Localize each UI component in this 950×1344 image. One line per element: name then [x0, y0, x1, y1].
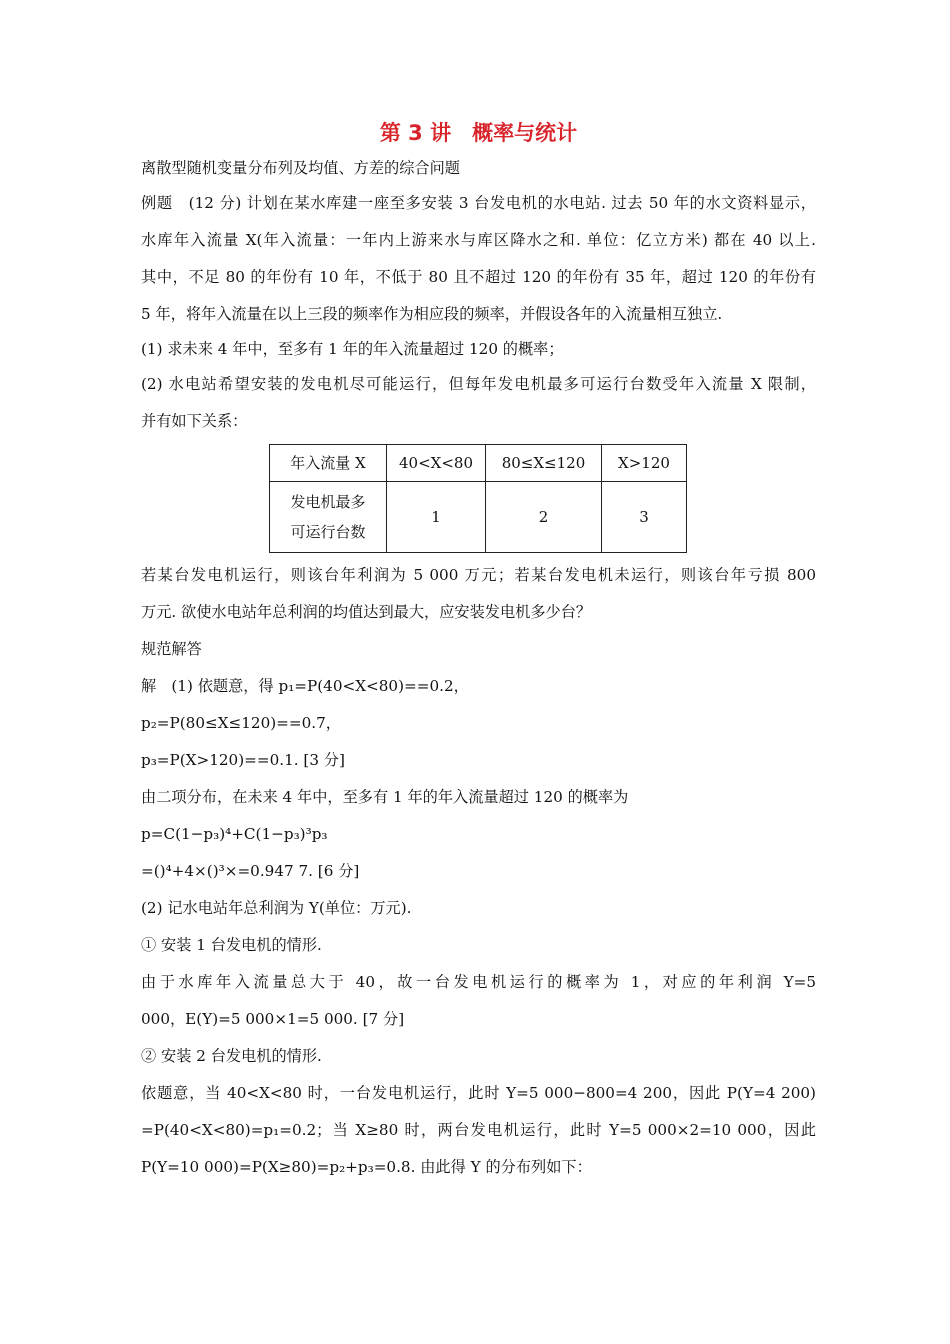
- solution-line-5: p=C(1−p₃)⁴+C(1−p₃)³p₃: [141, 825, 328, 843]
- solution-line-8: ① 安装 1 台发电机的情形.: [141, 936, 322, 954]
- problem-line-6: (2) 水电站希望安装的发电机尽可能运行，但每年发电机最多可运行台数受年入流量 X 限制，: [141, 375, 816, 393]
- problem-line-3: 其中，不足 80 的年份有 10 年，不低于 80 且不超过 120 的年份有 35 年，超过 120 的年份有: [141, 268, 816, 286]
- section-subtitle: 离散型随机变量分布列及均值、方差的综合问题: [141, 159, 460, 177]
- page-title: 第 3 讲 概率与统计: [379, 121, 578, 145]
- solution-line-13: =P(40<X<80)=p₁=0.2；当 X≥80 时，两台发电机运行，此时 Y=5 000×2=10 000，因此: [141, 1121, 816, 1139]
- solution-line-10: 000，E(Y)=5 000×1=5 000. [7 分]: [141, 1010, 405, 1028]
- solution-line-12: 依题意，当 40<X<80 时，一台发电机运行，此时 Y=5 000−800=4 200，因此 P(Y=4 200): [141, 1084, 816, 1102]
- table-header-cell: 年入流量 X: [270, 445, 387, 482]
- after-table-line-2: 万元. 欲使水电站年总利润的均值达到最大，应安装发电机多少台？: [141, 603, 592, 621]
- table-header-cell: 80≤X≤120: [486, 445, 602, 482]
- problem-line-1: 例题 (12 分) 计划在某水库建一座至多安装 3 台发电机的水电站. 过去 50 年的水文资料显示，: [141, 194, 816, 212]
- solution-line-9: 由于水库年入流量总大于 40，故一台发电机运行的概率为 1，对应的年利润 Y=5: [141, 973, 816, 991]
- table-cell: 3: [602, 482, 687, 553]
- solution-line-1: 解 (1) 依题意，得 p₁=P(40<X<80)==0.2，: [141, 677, 469, 695]
- table-row-label: [270, 482, 387, 553]
- table-header-cell: 40<X<80: [387, 445, 486, 482]
- row-label-line-2: 可运行台数: [290, 523, 366, 541]
- table-header-cell: X>120: [602, 445, 687, 482]
- solution-line-7: (2) 记水电站年总利润为 Y(单位：万元).: [141, 899, 412, 917]
- table-cell: 1: [387, 482, 486, 553]
- solution-line-6: =()⁴+4×()³×=0.947 7. [6 分]: [141, 862, 360, 880]
- problem-line-5: (1) 求未来 4 年中，至多有 1 年的年入流量超过 120 的概率；: [141, 340, 564, 358]
- table-row: [270, 445, 687, 482]
- problem-line-4: 5 年，将年入流量在以上三段的频率作为相应段的频率，并假设各年的入流量相互独立.: [141, 305, 723, 323]
- table-row: [270, 482, 687, 553]
- generator-table: [269, 444, 687, 553]
- solution-line-2: p₂=P(80≤X≤120)==0.7，: [141, 714, 341, 732]
- solution-heading: 规范解答: [141, 640, 202, 658]
- solution-line-14: P(Y=10 000)=P(X≥80)=p₂+p₃=0.8. 由此得 Y 的分布列如下：: [141, 1158, 592, 1176]
- row-label-line-1: 发电机最多: [290, 493, 366, 511]
- after-table-line-1: 若某台发电机运行，则该台年利润为 5 000 万元；若某台发电机未运行，则该台年亏损 800: [141, 566, 816, 584]
- document-page: [141, 118, 816, 1186]
- solution-line-4: 由二项分布，在未来 4 年中，至多有 1 年的年入流量超过 120 的概率为: [141, 788, 629, 806]
- problem-line-2: 水库年入流量 X(年入流量：一年内上游来水与库区降水之和. 单位：亿立方米) 都在 40 以上.: [141, 231, 816, 249]
- problem-line-7: 并有如下关系：: [141, 412, 248, 430]
- table-cell: 2: [486, 482, 602, 553]
- solution-line-3: p₃=P(X>120)==0.1. [3 分]: [141, 751, 345, 769]
- solution-line-11: ② 安装 2 台发电机的情形.: [141, 1047, 322, 1065]
